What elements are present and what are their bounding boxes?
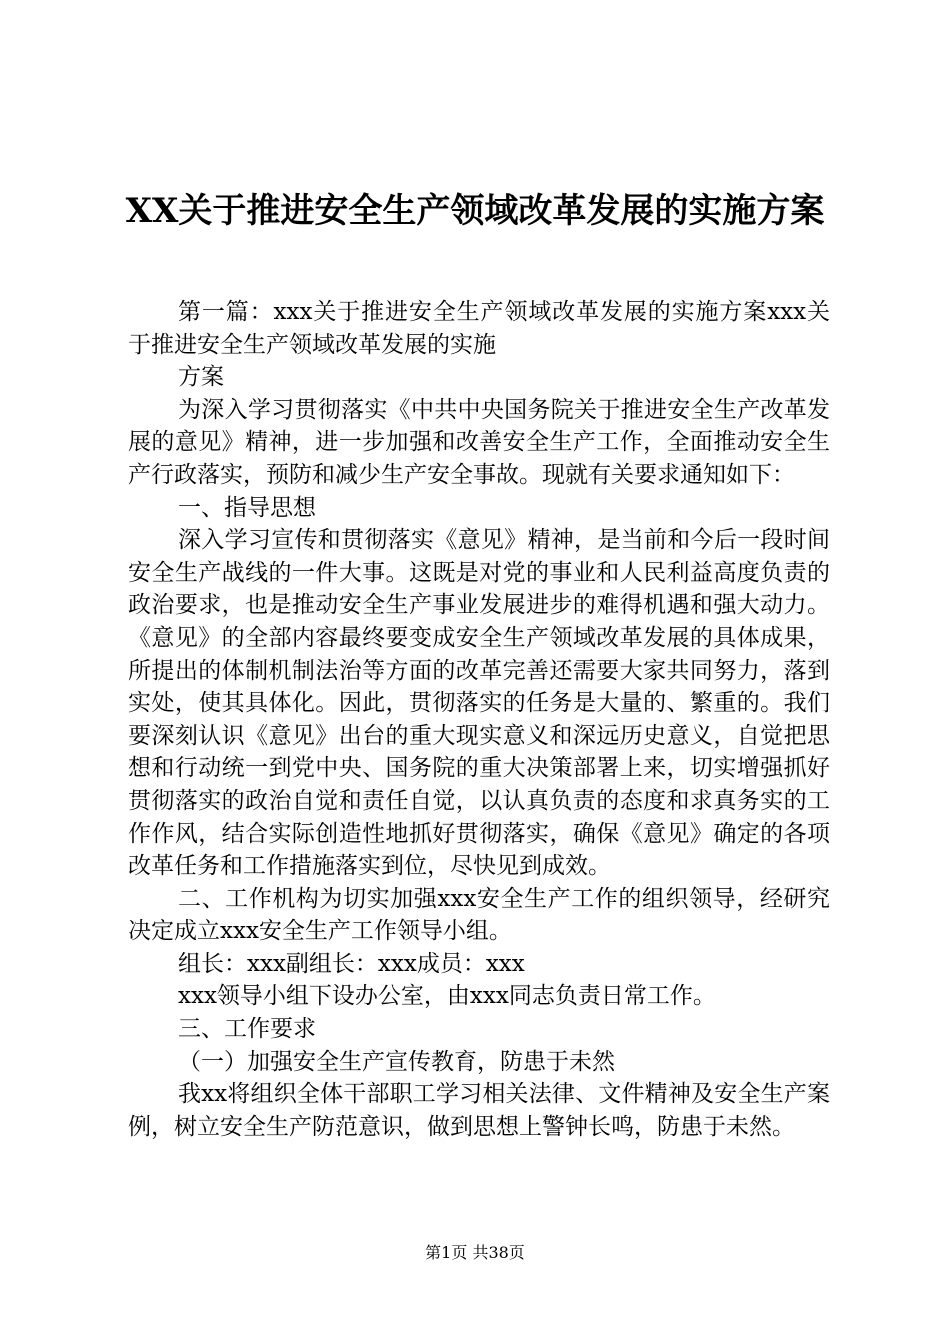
- paragraph-office: xxx领导小组下设办公室，由xxx同志负责日常工作。: [178, 983, 716, 1010]
- paragraph-fangan: 方案: [178, 364, 224, 391]
- section-heading-3: 三、工作要求: [178, 1016, 316, 1043]
- subsection-heading-1: （一）加强安全生产宣传教育，防患于未然: [178, 1048, 615, 1075]
- paragraph-guiding-thought: 深入学习宣传和贯彻落实《意见》精神，是当前和今后一段时间安全生产战线的一件大事。这既是对党的事业和人民利益高度负责的政治要求，也是推动安全生产事业发展进步的难得机遇和强大动力。《意见》的全部内容最终要变成安全生产领域改革发展的具体成果，所提出的体制机制法治等方面的改革完善还需要大家共同努力，落到实处，使其具体化。因此，贯彻落实的任务是大量的、繁重的。我们要深刻认识《意见》出台的重大现实意义和深远历史意义，自觉把思想和行动统一到党中央、国务院的重大决策部署上来，切实增强抓好贯彻落实的政治自觉和责任自觉，以认真负责的态度和求真务实的工作作风，结合实际创造性地抓好贯彻落实，确保《意见》确定的各项改革任务和工作措施落实到位，尽快见到成效。: [128, 527, 830, 880]
- section-heading-2: 二、工作机构为切实加强xxx安全生产工作的组织领导，经研究决定成立xxx安全生产工作领导小组。: [128, 885, 830, 945]
- paragraph-intro: 为深入学习贯彻落实《中共中央国务院关于推进安全生产改革发展的意见》精神，进一步加强和改善安全生产工作，全面推动安全生产行政落实，预防和减少生产安全事故。现就有关要求通知如下：: [128, 396, 830, 488]
- paragraph-education: 我xx将组织全体干部职工学习相关法律、文件精神及安全生产案例，树立安全生产防范意识，做到思想上警钟长鸣，防患于未然。: [128, 1081, 830, 1140]
- section-heading-1: 一、指导思想: [178, 494, 316, 521]
- document-body: [128, 296, 830, 1143]
- paragraph-members: 组长：xxx副组长：xxx成员：xxx: [178, 950, 525, 977]
- document-title: XX关于推进安全生产领域改革发展的实施方案: [125, 191, 825, 231]
- page-footer: 第1页 共38页: [425, 1243, 525, 1262]
- paragraph-first-heading: 第一篇：xxx关于推进安全生产领域改革发展的实施方案xxx关于推进安全生产领域改革发展的实施: [128, 299, 830, 358]
